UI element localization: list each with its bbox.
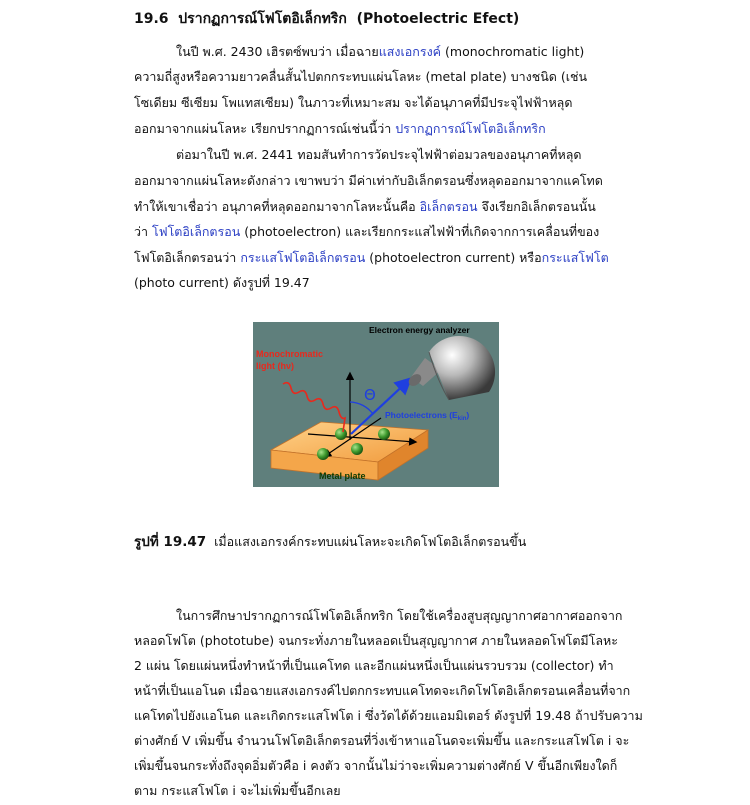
term-monochromatic-light: แสงเอกรงค์ (378, 44, 442, 59)
para2-text: โฟโตอิเล็กตรอนว่า (134, 250, 241, 265)
para2-line5 (134, 245, 609, 271)
term-electron: อิเล็กตรอน (419, 199, 478, 214)
para1-line1 (176, 39, 584, 65)
para2-line4 (134, 219, 599, 245)
metal-plate-label: Metal plate (319, 471, 366, 481)
figure-caption (134, 530, 526, 552)
caption-text: เมื่อแสงเอกรงค์กระทบแผ่นโลหะจะเกิดโฟโตอิเล็กตรอนขึ้น (214, 534, 527, 549)
para1-text: (monochromatic light) (441, 44, 585, 59)
photoelectric-figure (253, 322, 499, 487)
para3-line1: ในการศึกษาปรากฏการณ์โฟโตอิเล็กทริก โดยใช้เครื่องสูบสุญญากาศอากาศออกจาก (176, 608, 623, 623)
para2-line1: ต่อมาในปี พ.ศ. 2441 ทอมสันทำการวัดประจุไฟฟ้าต่อมวลของอนุภาคที่หลุด (176, 147, 582, 162)
photoelectron-label-sub: kin (457, 416, 467, 422)
para1-line4 (134, 116, 546, 142)
para3-line3: 2 แผ่น โดยแผ่นหนึ่งทำหน้าที่เป็นแคโทด และอีกแผ่นหนึ่งเป็นแผ่นรวบรวม (collector) ทำ (134, 658, 614, 673)
section-title: ปรากฏการณ์โฟโตอิเล็กทริก (178, 11, 347, 27)
caption-label: รูปที่ 19.47 (134, 534, 207, 550)
para3-line2: หลอดโฟโต (phototube) จนกระทั่งภายในหลอดเป็นสุญญากาศ ภายในหลอดโฟโตมีโลหะ (134, 633, 619, 648)
para3-line6: ต่างศักย์ V เพิ่มขึ้น จำนวนโฟโตอิเล็กตรอนที่วิ่งเข้าหาแอโนดจะเพิ่มขึ้น และกระแสโฟโต i จะ (134, 733, 630, 748)
photoelectron-label-close: ) (466, 410, 470, 420)
section-heading (134, 8, 519, 30)
analyzer-label: Electron energy analyzer (369, 325, 470, 335)
para3-line8: ตาม กระแสโฟโต i จะไม่เพิ่มขึ้นอีกเลย (134, 783, 341, 798)
para3-line7: เพิ่มขึ้นจนกระทั่งถึงจุดอิ่มตัวคือ i คงตัว จากนั้นไม่ว่าจะเพิ่มความต่างศักย์ V ขึ้นอีกเพียงใดก็ (134, 758, 618, 773)
para2-text: ว่า (134, 224, 153, 239)
term-photoelectric-effect: ปรากฏการณ์โฟโตอิเล็กทริก (395, 121, 546, 136)
photoelectron-label-main: Photoelectrons (E (385, 410, 458, 420)
light-label-line1: Monochromatic (256, 349, 324, 359)
para2-text: (photoelectron) และเรียกกระแสไฟฟ้าที่เกิดจากการเคลื่อนที่ของ (240, 224, 600, 239)
para2-line6: (photo current) ดังรูปที่ 19.47 (134, 275, 310, 290)
para1-text: ออกมาจากแผ่นโลหะ เรียกปรากฏการณ์เช่นนี้ว่า (134, 121, 396, 136)
para3-line5: แคโทดไปยังแอโนด และเกิดกระแสโฟโต i ซึ่งวัดได้ด้วยแอมมิเตอร์ ดังรูปที่ 19.48 ถ้าปรับความ (134, 708, 643, 723)
term-photoelectron-current: กระแสโฟโตอิเล็กตรอน (240, 250, 366, 265)
para1-line2: ความถี่สูงหรือความยาวคลื่นสั้นไปตกกระทบแผ่นโลหะ (metal plate) บางชนิด (เช่น (134, 69, 588, 84)
theta-symbol: Θ (364, 386, 376, 404)
section-title-en: (Photoelectric Efect) (356, 11, 520, 27)
para1-text: ในปี พ.ศ. 2430 เฮิรตซ์พบว่า เมื่อฉาย (176, 44, 379, 59)
para2-line3 (134, 194, 596, 220)
para2-text: ทำให้เขาเชื่อว่า อนุภาคที่หลุดออกมาจากโลหะนั้นคือ (134, 199, 420, 214)
para2-line2: ออกมาจากแผ่นโลหะดังกล่าว เขาพบว่า มีค่าเท่ากับอิเล็กตรอนซึ่งหลุดออกมาจากแคโทด (134, 173, 603, 188)
para2-text: (photoelectron current) หรือ (365, 250, 542, 265)
light-label-line2: light (hν) (256, 361, 294, 371)
para1-line3: โซเดียม ซีเซียม โพแทสเซียม) ในภาวะที่เหมาะสม จะได้อนุภาคที่มีประจุไฟฟ้าหลุด (134, 95, 573, 110)
term-photoelectron: โฟโตอิเล็กตรอน (152, 224, 241, 239)
para3-line4: หน้าที่เป็นแอโนด เมื่อฉายแสงเอกรงค์ไปตกกระทบแคโทดจะเกิดโฟโตอิเล็กตรอนเคลื่อนที่จาก (134, 683, 631, 698)
para2-text: จึงเรียกอิเล็กตรอนนั้น (477, 199, 596, 214)
term-photo-current: กระแสโฟโต (541, 250, 609, 265)
section-number: 19.6 (134, 11, 169, 27)
